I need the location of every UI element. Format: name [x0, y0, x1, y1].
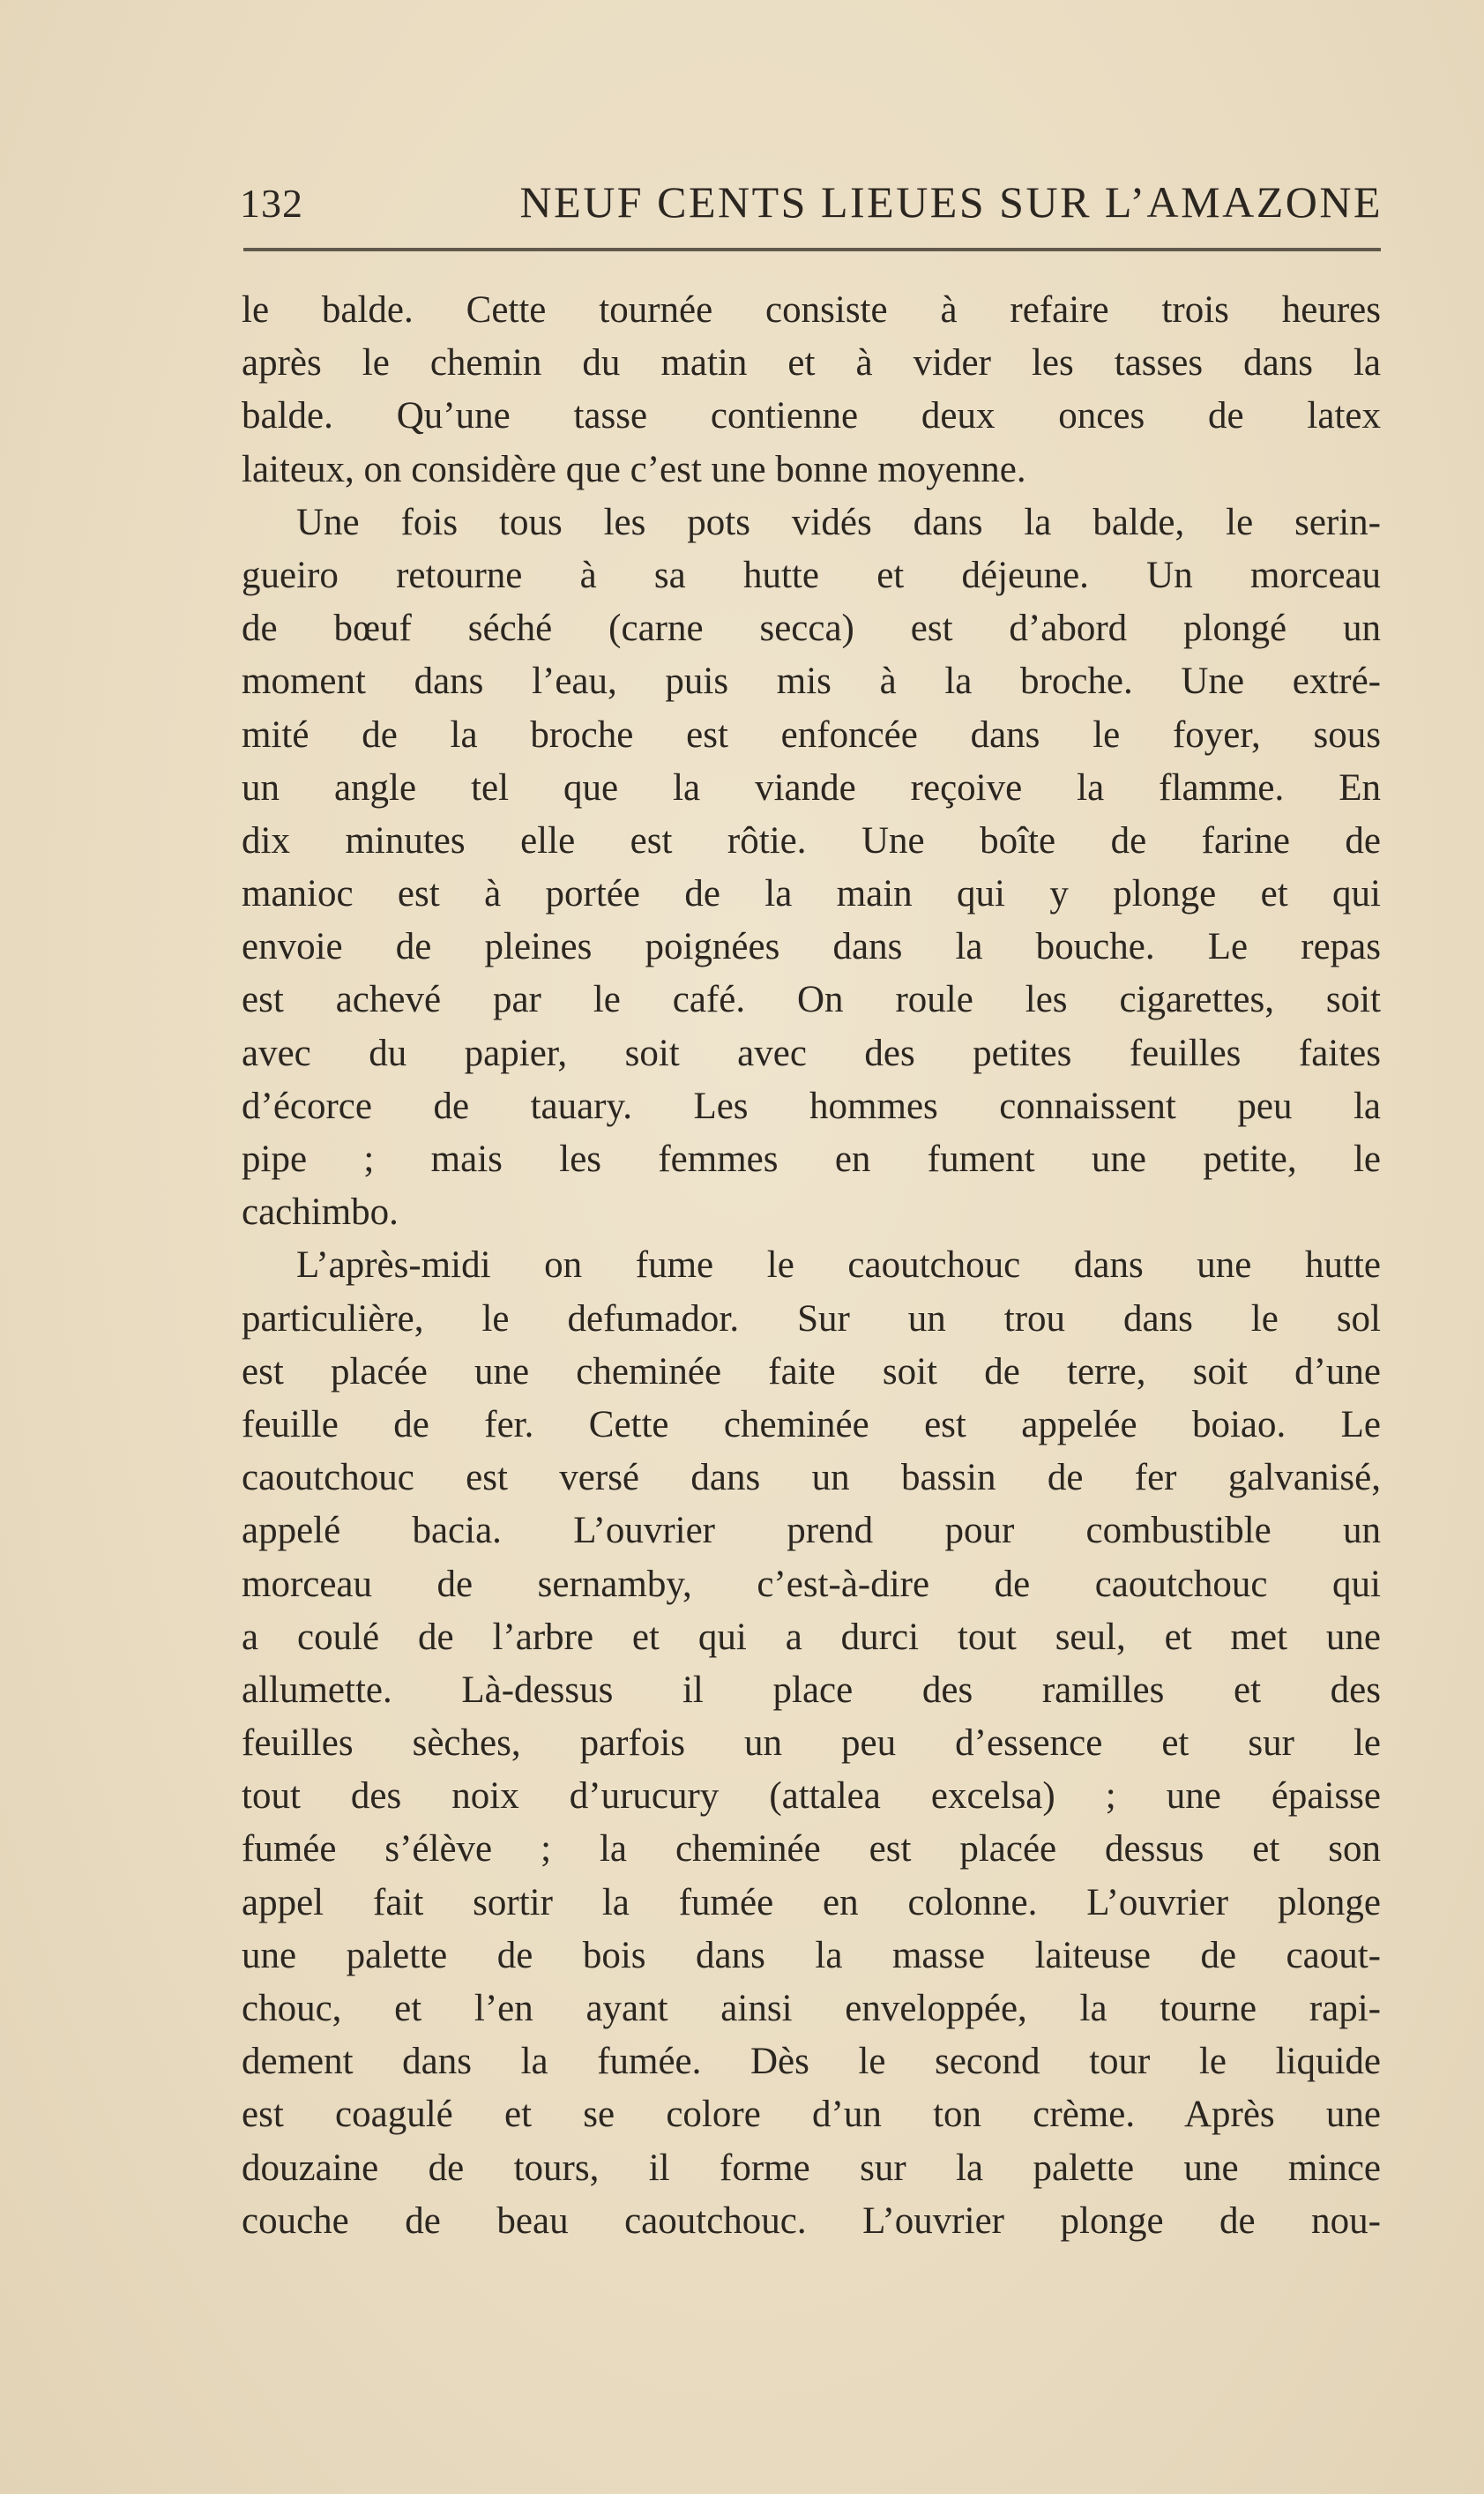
text-line: dement dans la fumée. Dès le second tour le liquide	[242, 2041, 1381, 2083]
text-line: dix minutes elle est rôtie. Une boîte de farine de	[242, 819, 1381, 862]
text-line: manioc est à portée de la main qui y plonge et qui	[242, 873, 1381, 915]
text-line: a coulé de l’arbre et qui a durci tout seul, et met une	[242, 1616, 1381, 1658]
text-line: de bœuf séché (carne secca) est d’abord plongé un	[242, 608, 1381, 650]
header-rule	[243, 248, 1381, 251]
text-line: gueiro retourne à sa hutte et déjeune. Un morceau	[242, 554, 1381, 596]
text-line: couche de beau caoutchouc. L’ouvrier plonge de nou-	[242, 2199, 1381, 2242]
text-line: chouc, et l’en ayant ainsi enveloppée, la tourne rapi-	[242, 1988, 1381, 2029]
text-line: est coagulé et se colore d’un ton crème. Après une	[242, 2094, 1381, 2136]
body-text	[242, 284, 1381, 2248]
text-line: appel fait sortir la fumée en colonne. L’ouvrier plonge	[242, 1881, 1381, 1923]
running-header	[240, 176, 1383, 228]
text-line: mité de la broche est enfoncée dans le foyer, sous	[242, 713, 1381, 756]
text-line: d’écorce de tauary. Les hommes connaissent peu la	[242, 1085, 1381, 1127]
text-line: après le chemin du matin et à vider les tasses dans la	[242, 342, 1381, 385]
text-line: caoutchouc est versé dans un bassin de fer galvanisé,	[242, 1457, 1381, 1499]
text-line: douzaine de tours, il forme sur la palette une mince	[242, 2147, 1381, 2189]
page-number: 132	[240, 181, 303, 226]
text-line: avec du papier, soit avec des petites feuilles faites	[242, 1032, 1381, 1074]
text-line: le balde. Cette tournée consiste à refaire trois heures	[242, 289, 1381, 331]
text-line: un angle tel que la viande reçoive la flamme. En	[242, 766, 1381, 809]
text-line: particulière, le defumador. Sur un trou dans le sol	[242, 1297, 1381, 1340]
text-line: laiteux, on considère que c’est une bonne moyenne.	[242, 448, 1026, 490]
text-line: cachimbo.	[242, 1191, 399, 1234]
text-line: L’après-midi on fume le caoutchouc dans une hutte	[296, 1244, 1381, 1287]
text-line: appelé bacia. L’ouvrier prend pour combustible un	[242, 1510, 1381, 1552]
text-line: morceau de sernamby, c’est-à-dire de caoutchouc qui	[242, 1563, 1381, 1605]
text-line: feuilles sèches, parfois un peu d’essence et sur le	[242, 1722, 1381, 1765]
text-line: est placée une cheminée faite soit de terre, soit d’une	[242, 1350, 1381, 1393]
text-line: envoie de pleines poignées dans la bouche. Le repas	[242, 926, 1381, 968]
text-line: une palette de bois dans la masse laiteuse de caout-	[242, 1934, 1381, 1976]
text-line: balde. Qu’une tasse contienne deux onces de latex	[242, 395, 1381, 437]
text-line: Une fois tous les pots vidés dans la balde, le serin-	[296, 501, 1381, 543]
text-line: fumée s’élève ; la cheminée est placée dessus et son	[242, 1828, 1381, 1870]
text-line: tout des noix d’urucury (attalea excelsa) ; une épaisse	[242, 1775, 1381, 1818]
running-title: NEUF CENTS LIEUES SUR L’AMAZONE	[519, 177, 1383, 227]
text-line: feuille de fer. Cette cheminée est appelée boiao. Le	[242, 1403, 1381, 1445]
text-line: allumette. Là-dessus il place des ramilles et des	[242, 1669, 1381, 1711]
text-line: pipe ; mais les femmes en fument une petite, le	[242, 1139, 1381, 1180]
text-line: moment dans l’eau, puis mis à la broche. Une extré-	[242, 661, 1381, 703]
text-line: est achevé par le café. On roule les cigarettes, soit	[242, 979, 1381, 1021]
